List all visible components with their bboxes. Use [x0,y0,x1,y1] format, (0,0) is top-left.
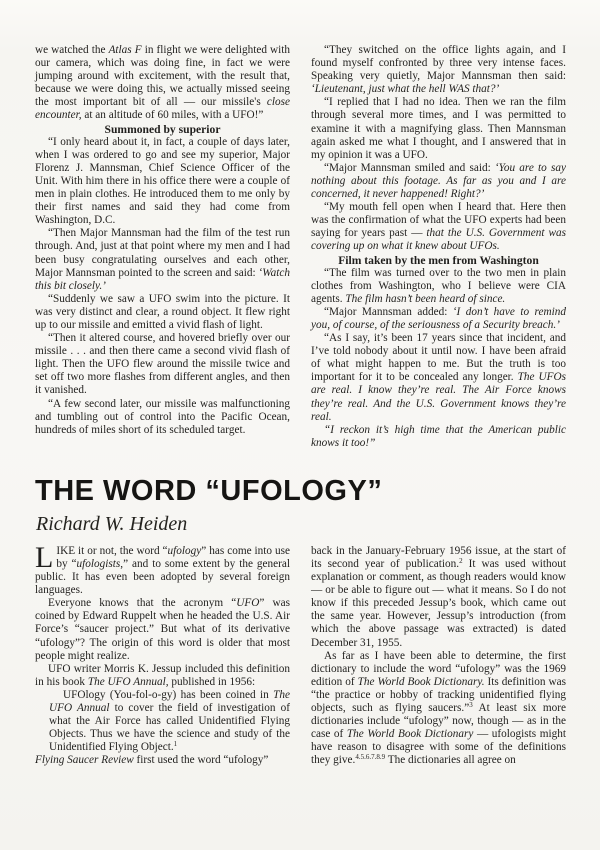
block-quote: UFOlogy (You-fol-o-gy) has been coined in The UFO Annual to cover the field of investigation of what the Air Force has called Unidentified Flying Objects. Thus we have the science and study of the Unidentified Flying Object.$^1$ [49,688,290,754]
paragraph: “Then Major Mannsman had the film of the test run through. And, just at that point where my men and I had been busy congratulating ourselves and each other, Major Mannsman pointed to the screen and said: ‘Watch this bit closely.’ [35,227,290,292]
paragraph: “Major Mannsman smiled and said: ‘You are to say nothing about this footage. As far as you and I are concerned, it never happened! Right?’ [311,161,566,201]
article1-right-column [311,44,566,450]
paragraph: Everyone knows that the acronym “UFO” was coined by Edward Ruppelt when he headed the U.S. Air Force’s “saucer project.” But what of its derivative “ufology”? The origin of this word is older that most people might realize. [35,597,290,662]
article-word-ufology-body [35,540,567,768]
section-heading-summoned-by-superior: Summoned by superior [104,122,221,136]
paragraph: we watched the Atlas F in flight we were delighted with our camera, which was doing fine, in fact we were jumping around with excitement, with the result that, because we were doing this, we actually missed seeing the most important bit of all — our missile's close encounter, at an altitude of 60 miles, with a UFO!” [35,44,291,122]
paragraph: “Major Mannsman added: ‘I don’t have to remind you, of course, of the seriousness of a Security breach.’ [311,305,566,331]
paragraph: “As I say, it’s been 17 years since that incident, and I’ve told nobody about it until now. I have been afraid of what might happen to me. But the truth is too important for it to be concealed any longer. The UFOs are real. I know they’re real. The Air Force knows they’re real. And the U.S. Government knows they’re real. [311,332,566,423]
paragraph-text: IKE it or not, the word “ufology” has come into use by “ufologists,” and to some extent by the general public. It has even been adopted by several foreign languages. [35,544,290,597]
article-missile-ufo-account [35,44,567,450]
section-heading-film-taken: Film taken by the men from Washington [338,253,539,267]
paragraph: As far as I have been able to determine, the first dictionary to include the word “ufology” was the 1969 edition of The World Book Dictionary. Its definition was “the practice or hobby of tracking unidentified flying objects, such as flying saucers.”$^3$ At least six more dictionaries include “ufology” now, though — as in the case of The World Book Dictionary — ufologists might have reason to disagree with some of the definitions they give.$^{4.5.6.7.8.9}$ The dictionaries all agree on [311,649,566,767]
article-title: THE WORD “UFOLOGY” [35,474,383,507]
paragraph: “The film was turned over to the two men in plain clothes from Washington, who I believe were CIA agents. The film hasn’t been heard of since. [311,266,566,305]
article-word-ufology-header [35,475,567,536]
paragraph: back in the January-February 1956 issue, at the start of its second year of publication.$^2$ It was used without explanation or comment, as though readers would know — or be able to figure out — what it means. So I do not know if this preceded Jessup’s book, which came out the same year. However, Jessup’s introduction (from which the above passage was extracted) is dated December 31, 1955. [311,544,566,649]
paragraph: Flying Saucer Review first used the word “ufology” [35,754,269,767]
paragraph: “I only heard about it, in fact, a couple of days later, when I was ordered to go and see my superior, Major Florenz J. Mannsman, Chief Science Officer of the Unit. With him there in his office there were a couple of men in plain clothes. He introduced them to me only by their first names and said they had come from Washington, D.C. [35,135,290,227]
paragraph: “I replied that I had no idea. Then we ran the film through several more times, and I was permitted to examine it with a magnifying glass. Then Mannsman again asked me what I thought, and I answered that in my opinion it was a UFO. [311,96,566,161]
paragraph: “Then it altered course, and hovered briefly over our missile . . . and then there came a second vivid flash of light. Then the UFO flew around the missile twice and set off two more flashes from different angles, and then it vanished. [35,332,290,397]
paragraph: “Suddenly we saw a UFO swim into the picture. It was very distinct and clear, a round object. It flew right up to our missile and emitted a vivid flash of light. [35,292,290,331]
article-author-byline: Richard W. Heiden [36,512,188,535]
paragraph: UFO writer Morris K. Jessup included this definition in his book The UFO Annual, published in 1956: [35,662,290,688]
paragraph: “They switched on the office lights again, and I found myself confronted by three very intense faces. Speaking very quietly, Major Mannsman then said: ‘Lieutenant, just what the hell WAS that?’ [311,44,566,96]
paragraph: “I reckon it’s high time that the American public knows it too!” [311,423,566,449]
paragraph: “My mouth fell open when I heard that. Here then was the confirmation of what the UFO experts had been saying for years past — that the U.S. Government was covering up on what it knew about UFOs. [311,201,567,253]
paragraph: “A few second later, our missile was malfunctioning and tumbling out of control into the Pacific Ocean, hundreds of miles short of its scheduled target. [35,397,290,436]
paragraph-with-dropcap [35,540,290,597]
article2-right-column [311,545,566,768]
drop-cap: L [35,540,54,574]
article1-left-column [35,44,290,450]
article2-left-column [35,540,290,768]
